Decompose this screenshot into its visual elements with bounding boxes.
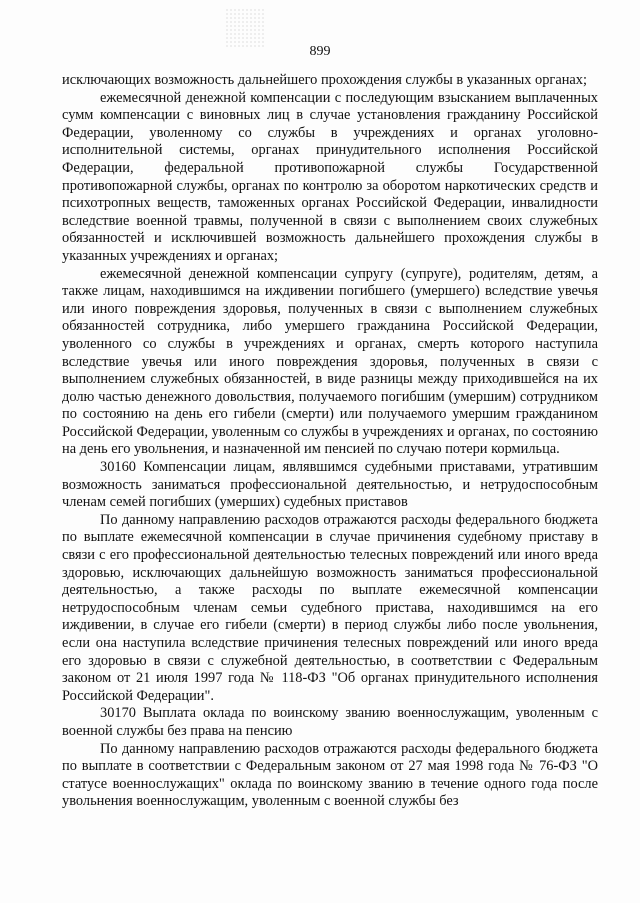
paragraph: исключающих возможность дальнейшего прохождения службы в указанных органах;: [62, 72, 587, 88]
paragraph: По данному направлению расходов отражаются расходы федерального бюджета по выплате ежемесячной компенсации в случае причинения судебному приставу в связи с его профессиональной деятельностью телесных повреждений или иного вреда здоровью, исключающих дальнейшую возможность заниматься профессиональной деятельностью, а также расходы по выплате ежемесячной компенсации нетрудоспособным членам семьи судебного пристава, находившимся на его иждивении, в случае его гибели (смерти) в период службы либо после увольнения, если она наступила вследствие причинения телесных повреждений или иного вреда его здоровью в связи с служебной деятельностью, в соответствии с Федеральным законом от 21 июля 1997 года № 118-ФЗ "Об органах принудительного исполнения Российской Федерации".: [62, 511, 598, 704]
scan-artifact: [225, 8, 265, 48]
paragraph: ежемесячной денежной компенсации супругу (супруге), родителям, детям, а также лицам, находившимся на иждивении погибшего (умершего) вследствие увечья или иного повреждения здоровья, полученных в связи с выполнением служебных обязанностей сотрудника, либо умершего гражданина Российской Федерации, уволенного со службы в учреждениях и органах, смерть которого наступила вследствие увечья или иного повреждения здоровья, полученных в связи с выполнением служебных обязанностей, в виде разницы между приходившейся на их долю частью денежного довольствия, получаемого погибшим (умершим) сотрудником по состоянию на день его гибели (смерти) или получаемого умершим гражданином Российской Федерации, уволенным со службы в учреждениях и органах, по состоянию на день его увольнения, и назначенной им пенсией по случаю потери кормильца.: [62, 265, 598, 458]
paragraph: ежемесячной денежной компенсации с последующим взысканием выплаченных сумм компенсации с виновных лиц в случае установления гражданину Российской Федерации, уволенному со службы в учреждениях и органах уголовно-исполнительной системы, органах принудительного исполнения Российской Федерации, федеральной противопожарной службы Государственной противопожарной службы, органах по контролю за оборотом наркотических средств и психотропных веществ, таможенных органах Российской Федерации, инвалидности вследствие военной травмы, полученной в связи с выполнением своих служебных обязанностей и исключившей возможность дальнейшего прохождения службы в указанных учреждениях и органах;: [62, 89, 598, 264]
page-number: 899: [309, 44, 331, 59]
section-heading-30160: 30160 Компенсации лицам, являвшимся судебными приставами, утратившим возможность заниматься профессиональной деятельностью, и нетрудоспособным членам семей погибших (умерших) судебных приставов: [62, 459, 598, 511]
body-text: [62, 72, 598, 811]
paragraph: По данному направлению расходов отражаются расходы федерального бюджета по выплате в соответствии с Федеральным законом от 27 мая 1998 года № 76-ФЗ "О статусе военнослужащих" оклада по воинскому званию в течение одного года после увольнения военнослужащим, уволенным с военной службы без: [62, 740, 598, 810]
section-heading-30170: 30170 Выплата оклада по воинскому званию военнослужащим, уволенным с военной службы без права на пенсию: [62, 705, 598, 739]
